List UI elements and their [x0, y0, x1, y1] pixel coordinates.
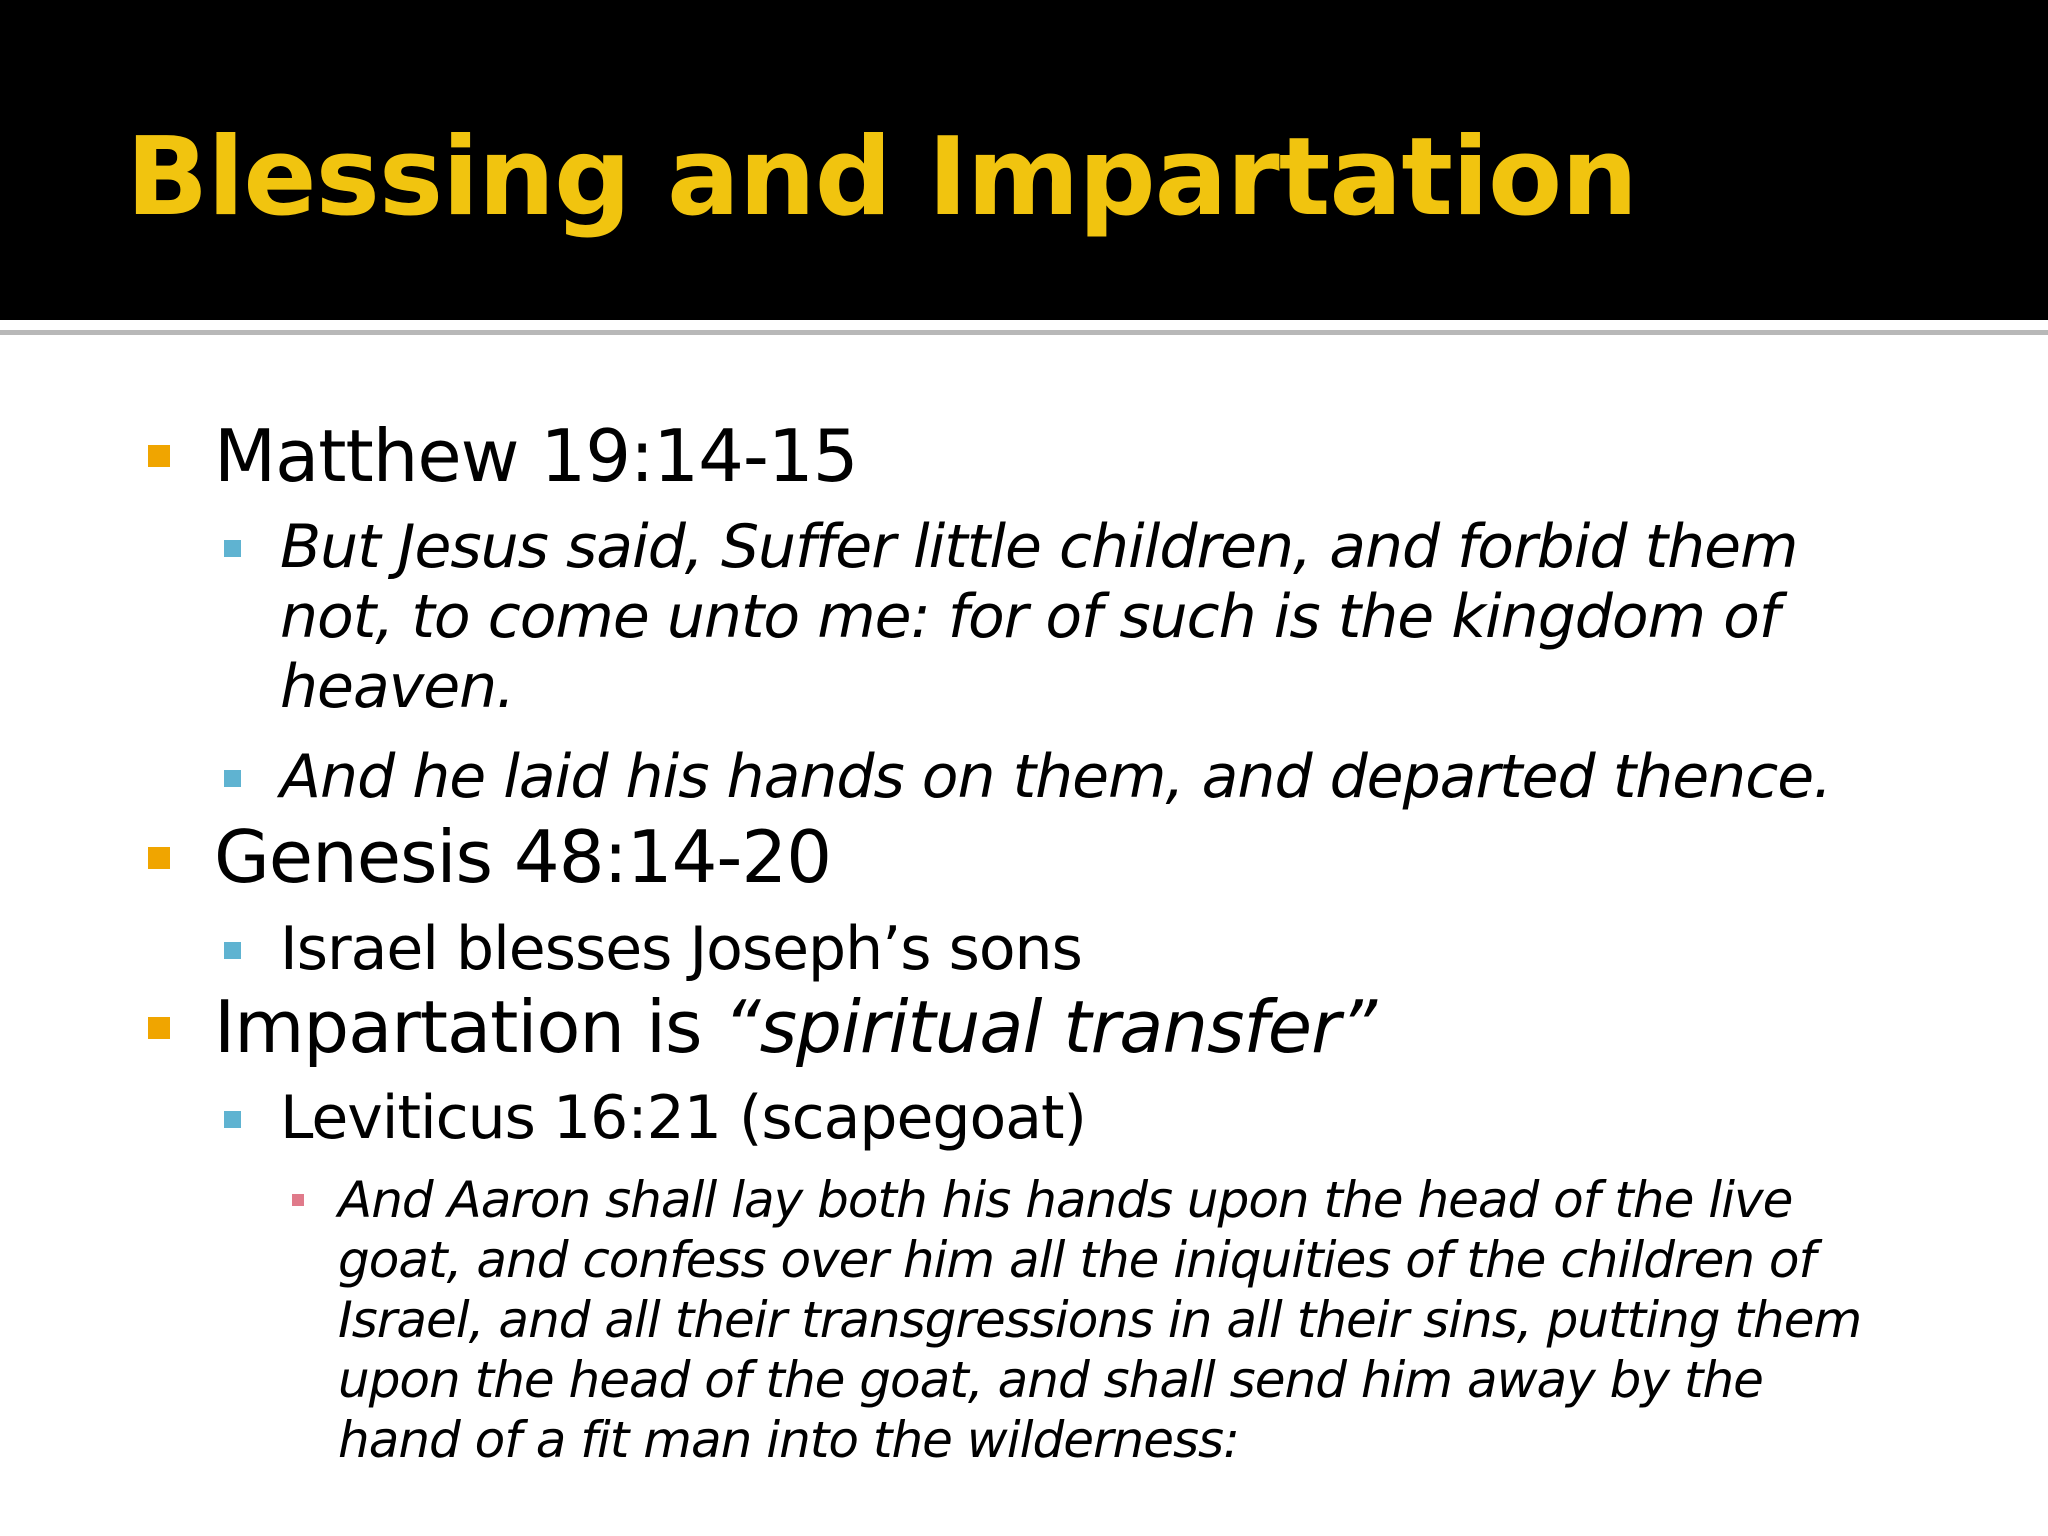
bullet-item-matthew: Matthew 19:14-15	[214, 414, 858, 498]
sub-sub-bullet-square-icon	[292, 1194, 304, 1206]
bullet-square-icon	[148, 847, 170, 869]
bullet-square-icon	[148, 1017, 170, 1039]
sub-bullet-square-icon	[224, 942, 241, 959]
sub-bullet-square-icon	[224, 540, 241, 557]
bullet-square-icon	[148, 445, 170, 467]
bullet-item-genesis: Genesis 48:14-20	[214, 815, 832, 899]
sub-bullet-matthew-verse-15: And he laid his hands on them, and departed thence.	[280, 742, 1832, 812]
impartation-emphasis: “spiritual transfer”	[723, 985, 1377, 1069]
sub-bullet-square-icon	[224, 770, 241, 787]
impartation-label: Impartation is	[214, 985, 724, 1069]
bullet-item-impartation	[214, 982, 1376, 1072]
sub-bullet-leviticus: Leviticus 16:21 (scapegoat)	[280, 1083, 1086, 1153]
sub-bullet-square-icon	[224, 1111, 241, 1128]
slide-title: Blessing and Impartation	[126, 115, 1638, 240]
sub-bullet-israel-blesses: Israel blesses Joseph’s sons	[280, 914, 1082, 984]
sub-sub-bullet-leviticus-verse: And Aaron shall lay both his hands upon the head of the live goat, and confess over him all the iniquities of the children of Israel, and all their transgressions in all their sins, putting them upon the head of the goat, and shall send him away by the hand of a fit man into the wilderness:	[338, 1171, 1862, 1469]
sub-bullet-matthew-verse-14: But Jesus said, Suffer little children, and forbid them not, to come unto me: for of such is the kingdom of heaven.	[280, 512, 1798, 722]
